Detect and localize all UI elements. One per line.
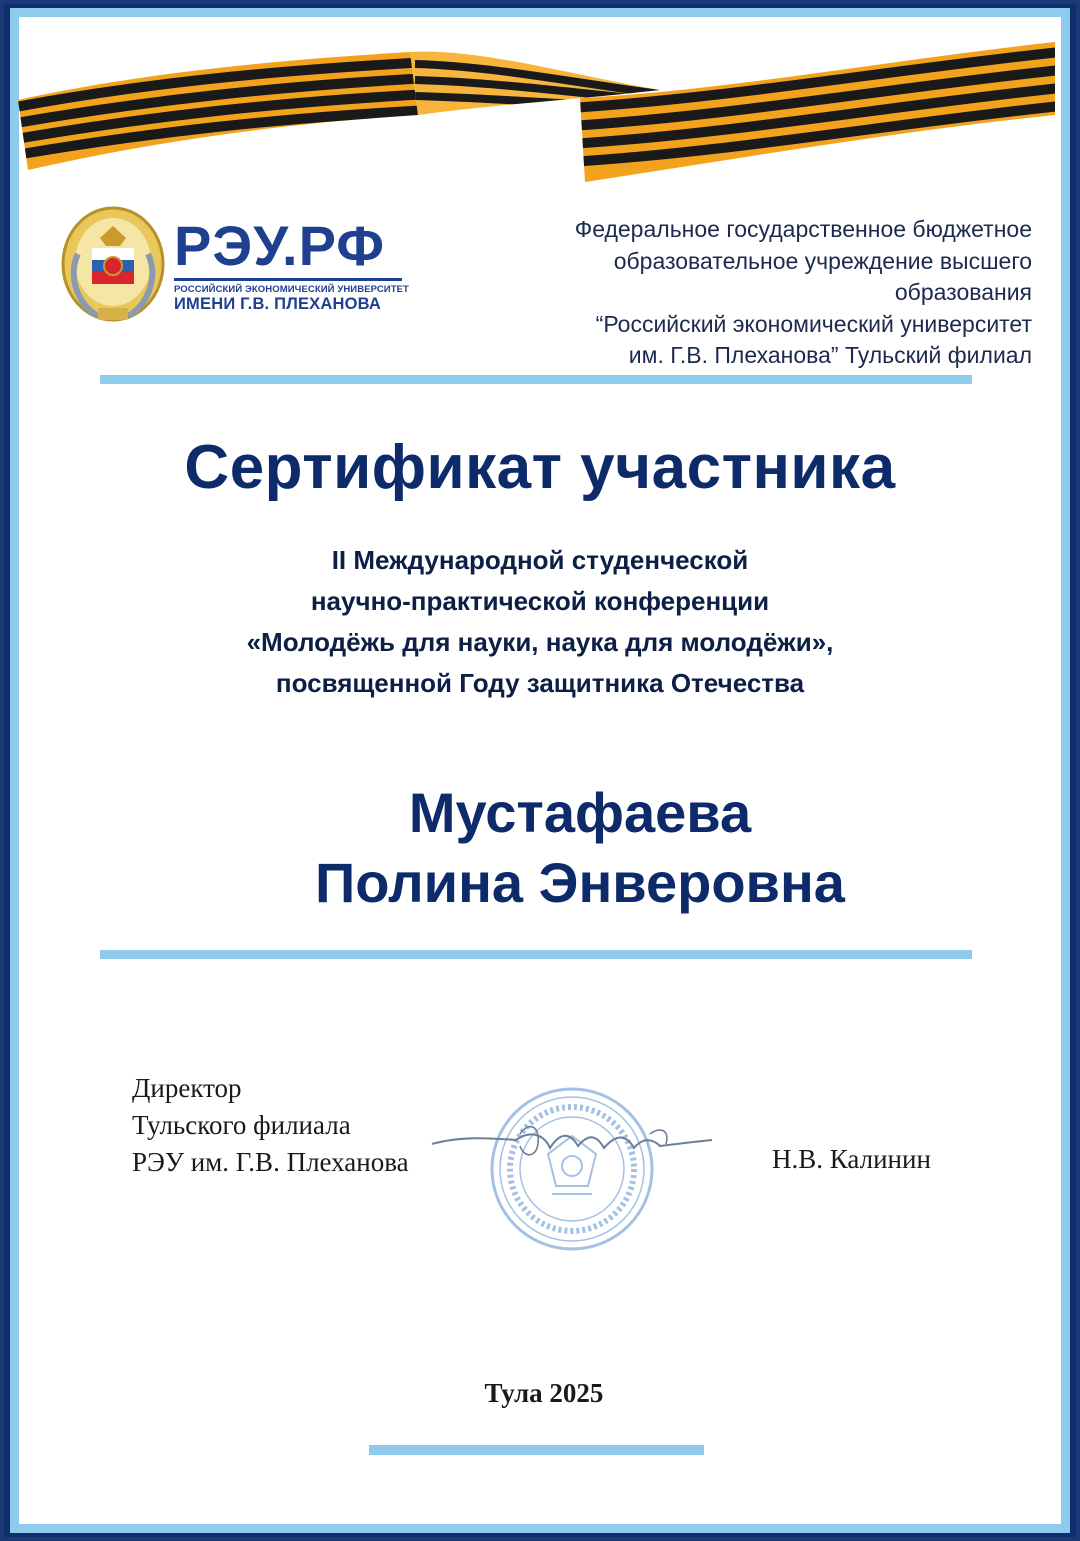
signatory-position <box>132 1070 409 1181</box>
organization-line: им. Г.В. Плеханова” Тульский филиал <box>628 342 1032 368</box>
university-logo <box>58 204 418 334</box>
signatory-position-line: Директор <box>132 1073 242 1103</box>
certificate-title: Сертификат участника <box>184 433 896 502</box>
logo-wordmark: РЭУ.РФ <box>174 214 385 277</box>
logo-text <box>174 214 409 313</box>
conference-line: II Международной студенческой <box>331 545 749 575</box>
signatory-position-line: Тульского филиала <box>132 1110 351 1140</box>
organization-line: образовательное учреждение высшего образования <box>613 247 1032 305</box>
organization-name <box>472 214 1032 372</box>
city-year: Тула 2025 <box>484 1378 604 1408</box>
recipient-name <box>40 778 1080 918</box>
conference-line: «Молодёжь для науки, наука для молодёжи», <box>246 627 834 657</box>
divider-top <box>100 375 972 384</box>
university-emblem-icon <box>58 204 168 332</box>
logo-subtitle-2: ИМЕНИ Г.В. ПЛЕХАНОВА <box>174 295 382 313</box>
st-george-ribbon-icon <box>10 20 1060 190</box>
organization-line: Федеральное государственное бюджетное <box>574 216 1032 242</box>
recipient-given-name: Полина Энверовна <box>315 851 845 914</box>
signatory-name: Н.В. Калинин <box>772 1144 931 1174</box>
divider-middle <box>100 950 972 959</box>
conference-line: научно-практической конференции <box>310 586 770 616</box>
organization-line: “Российский экономический университет <box>595 310 1032 337</box>
signatory-position-line: РЭУ им. Г.В. Плеханова <box>132 1147 409 1177</box>
recipient-surname: Мустафаева <box>408 781 752 844</box>
logo-subtitle-1: РОССИЙСКИЙ ЭКОНОМИЧЕСКИЙ УНИВЕРСИТЕТ <box>174 284 409 295</box>
official-stamp-icon <box>420 1074 720 1264</box>
conference-description <box>0 540 1080 704</box>
conference-line: посвященной Году защитника Отечества <box>275 668 805 698</box>
logo-divider <box>174 278 402 281</box>
divider-bottom <box>369 1445 704 1455</box>
